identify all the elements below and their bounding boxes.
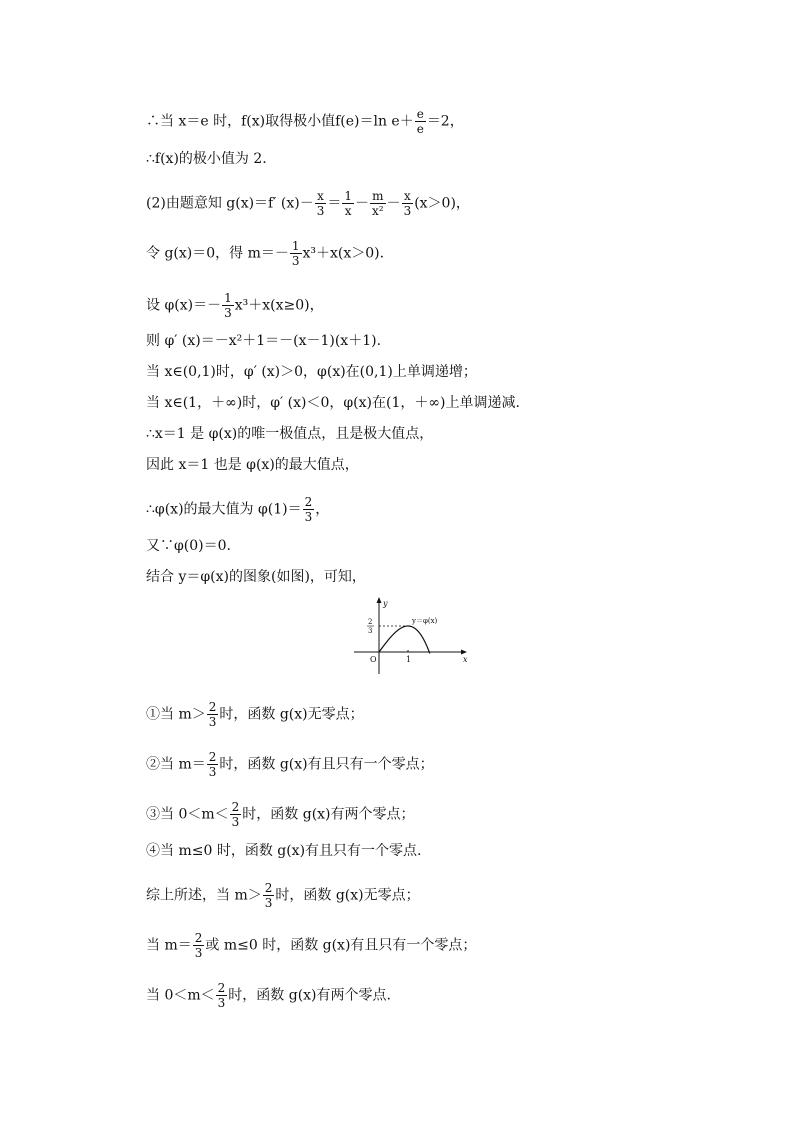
text-line-l3 [146, 190, 470, 217]
y-axis-label: y [383, 599, 388, 608]
text-segment: ∴f(x)的极小值为 2. [146, 151, 267, 167]
text-segment: 设 φ(x)＝－ [146, 297, 222, 314]
text-segment: ∴当 x＝e 时，f(x)取得极小值f(e)＝ln e＋ [146, 113, 414, 130]
text-line-l16 [146, 801, 415, 828]
text-segment: ③当 0＜m＜ [146, 806, 229, 823]
text-segment: 则 φ′ (x)＝－x²＋1＝－(x－1)(x＋1). [146, 333, 382, 349]
text-segment: ④当 m≤0 时，函数 g(x)有且只有一个零点. [146, 843, 422, 859]
text-line-l14 [146, 701, 364, 728]
text-segment: x³＋x(x＞0). [302, 245, 385, 262]
text-segment: － [354, 195, 369, 212]
text-segment: － [386, 195, 401, 212]
fraction [193, 932, 205, 959]
fraction-denominator: 3 [316, 204, 325, 218]
fraction [402, 190, 414, 217]
text-line-l11 [146, 496, 329, 523]
fraction [207, 751, 219, 778]
text-segment: (x＞0)， [414, 195, 470, 212]
fraction-numerator: 2 [208, 700, 217, 714]
function-graph [352, 596, 472, 676]
text-segment: ＝2， [426, 113, 464, 130]
fraction-numerator: m [370, 190, 386, 204]
fraction-denominator: 3 [291, 254, 300, 268]
text-line-l10 [146, 456, 359, 474]
fraction-numerator: e [416, 107, 424, 121]
fraction [303, 496, 315, 523]
text-segment: ， [315, 501, 330, 518]
text-segment: ①当 m＞ [146, 706, 206, 723]
fraction-numerator: x [315, 190, 327, 204]
fraction [370, 190, 386, 217]
fraction-numerator: 2 [264, 881, 273, 895]
text-line-l4 [146, 240, 384, 267]
fraction-numerator: 2 [194, 931, 203, 945]
text-segment: 当 m＝ [146, 937, 192, 954]
text-segment: x³＋x(x≥0)， [234, 297, 324, 314]
fraction [207, 701, 219, 728]
text-line-l19 [146, 932, 476, 959]
fraction-denominator: 3 [231, 815, 240, 829]
text-segment: ∴φ(x)的最大值为 φ(1)＝ [146, 501, 302, 518]
origin-label: O [370, 655, 377, 664]
text-segment: 时，函数 g(x)有两个零点； [242, 806, 415, 823]
y-tick-numerator: 2 [368, 618, 373, 626]
text-segment: 当 0＜m＜ [146, 987, 215, 1004]
fraction [222, 292, 234, 319]
text-line-l1 [146, 108, 464, 135]
fraction [342, 190, 354, 217]
y-tick-denominator: 3 [368, 627, 373, 635]
x-axis-label: x [463, 655, 468, 664]
text-segment: ＝ [327, 195, 342, 212]
text-line-l5 [146, 292, 324, 319]
text-segment: 当 x∈(1，＋∞)时，φ′ (x)＜0，φ(x)在(1，＋∞)上单调递减. [146, 395, 520, 411]
x-tick-label: 1 [406, 655, 412, 664]
fraction-denominator: x [344, 204, 352, 218]
text-line-l18 [146, 882, 420, 909]
fraction [415, 108, 426, 135]
fraction-numerator: 1 [291, 239, 300, 253]
text-line-l13 [146, 568, 366, 586]
text-segment: 又∵φ(0)＝0. [146, 538, 231, 554]
text-segment: 时，函数 g(x)无零点； [275, 887, 420, 904]
fraction-numerator: 1 [224, 291, 232, 305]
fraction-denominator: 3 [403, 204, 412, 218]
x-axis-arrow [461, 650, 467, 655]
fraction-denominator: 3 [264, 896, 273, 910]
fraction [290, 240, 302, 267]
text-line-l6 [146, 332, 381, 350]
fraction [315, 190, 327, 217]
fraction-numerator: 2 [304, 495, 313, 509]
fraction-denominator: 3 [224, 306, 232, 320]
text-segment: 令 g(x)＝0，得 m＝－ [146, 245, 289, 262]
phi-curve [379, 626, 430, 653]
fraction-denominator: 3 [208, 765, 217, 779]
text-segment: 因此 x＝1 也是 φ(x)的最大值点， [146, 457, 359, 473]
fraction-numerator: 2 [208, 750, 217, 764]
fraction [216, 982, 228, 1009]
text-line-l17 [146, 842, 422, 860]
text-line-l2 [146, 150, 267, 168]
text-segment: 或 m≤0 时，函数 g(x)有且只有一个零点； [205, 937, 477, 954]
text-segment: 综上所述，当 m＞ [146, 887, 262, 904]
text-line-l20 [146, 982, 391, 1009]
text-line-l9 [146, 425, 433, 443]
fraction-denominator: 3 [194, 946, 203, 960]
fraction-denominator: e [416, 122, 424, 136]
fraction-numerator: x [402, 190, 414, 204]
fraction-numerator: 1 [344, 189, 352, 203]
text-segment: (2)由题意知 g(x)＝f′ (x)－ [146, 195, 314, 212]
text-line-l7 [146, 363, 477, 381]
fraction-denominator: x² [371, 204, 384, 218]
text-segment: ②当 m＝ [146, 756, 206, 773]
text-segment: ∴x＝1 是 φ(x)的唯一极值点，且是极大值点， [146, 426, 434, 442]
text-segment: 时，函数 g(x)有两个零点. [228, 987, 391, 1004]
text-segment: 结合 y＝φ(x)的图象(如图)，可知， [146, 569, 366, 585]
curve-label: y＝φ(x) [412, 617, 438, 625]
fraction-numerator: 2 [217, 981, 226, 995]
text-line-l12 [146, 537, 231, 555]
fraction-denominator: 3 [304, 510, 313, 524]
fraction-numerator: 2 [231, 800, 240, 814]
fraction-denominator: 3 [208, 715, 217, 729]
text-segment: 当 x∈(0,1)时，φ′ (x)＞0，φ(x)在(0,1)上单调递增； [146, 364, 477, 380]
text-segment: 时，函数 g(x)有且只有一个零点； [219, 756, 434, 773]
fraction [263, 882, 275, 909]
fraction-denominator: 3 [217, 996, 226, 1010]
text-line-l15 [146, 751, 434, 778]
text-line-l8 [146, 394, 520, 412]
text-segment: 时，函数 g(x)无零点； [219, 706, 364, 723]
y-axis-arrow [377, 597, 382, 603]
fraction [230, 801, 242, 828]
